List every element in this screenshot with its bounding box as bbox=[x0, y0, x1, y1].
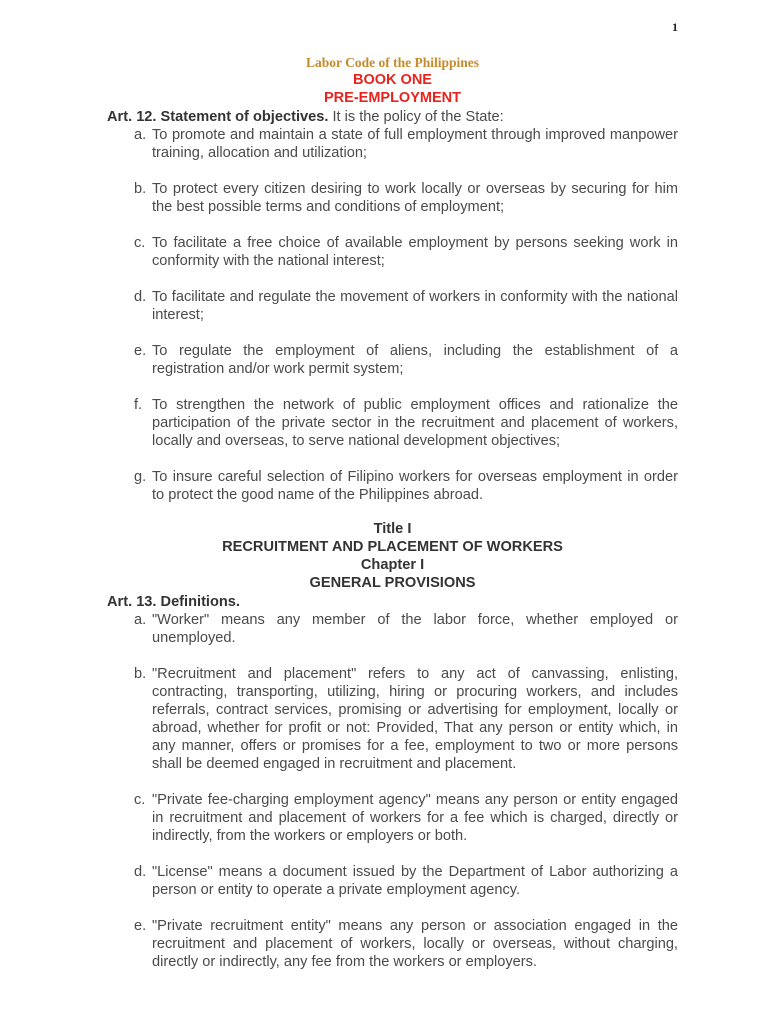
list-item bbox=[107, 468, 678, 504]
list-marker: e. bbox=[134, 918, 147, 934]
list-item bbox=[107, 917, 678, 971]
document-title: Labor Code of the Philippines bbox=[305, 55, 480, 70]
document-body bbox=[107, 54, 678, 989]
list-item bbox=[107, 665, 678, 773]
list-item-text: "Recruitment and placement" refers to any act of canvassing, enlisting, contracting, transporting, utilizing, hiring or procuring workers, and includes referrals, contract services, promising or advertising for employment, locally or abroad, whether for profit or not: Provided, That any person or entity which, in any manner, offers or promises for a fee, employment to two or more persons shall be deemed engaged in recruitment and placement. bbox=[152, 666, 678, 772]
list-item bbox=[107, 791, 678, 845]
list-item bbox=[107, 234, 678, 270]
list-marker: d. bbox=[134, 289, 147, 305]
list-marker: d. bbox=[134, 864, 147, 880]
list-item-text: "License" means a document issued by the Department of Labor authorizing a person or entity to operate a private employment agency. bbox=[152, 864, 678, 898]
article-13-heading: Art. 13. Definitions. bbox=[107, 594, 240, 610]
list-item bbox=[107, 342, 678, 378]
article-12-heading-line bbox=[107, 108, 678, 126]
list-item bbox=[107, 863, 678, 899]
list-marker: f. bbox=[134, 397, 143, 413]
list-marker: b. bbox=[134, 666, 147, 682]
list-item-text: To promote and maintain a state of full employment through improved manpower training, allocation and utilization; bbox=[152, 127, 678, 161]
article-13-heading-line bbox=[107, 593, 678, 611]
list-item-text: "Worker" means any member of the labor force, whether employed or unemployed. bbox=[152, 612, 678, 646]
chapter-name: GENERAL PROVISIONS bbox=[309, 575, 476, 591]
book-heading: BOOK ONE bbox=[353, 72, 432, 88]
list-marker: a. bbox=[134, 127, 147, 143]
list-item bbox=[107, 396, 678, 450]
article-12-intro: It is the policy of the State: bbox=[328, 109, 504, 125]
list-item bbox=[107, 126, 678, 162]
part-heading: PRE-EMPLOYMENT bbox=[324, 90, 461, 106]
list-item-text: "Private fee-charging employment agency" means any person or entity engaged in recruitment and placement of workers for a fee which is charged, directly or indirectly, from the workers or employers or both. bbox=[152, 792, 678, 844]
title-name: RECRUITMENT AND PLACEMENT OF WORKERS bbox=[222, 539, 563, 555]
list-marker: e. bbox=[134, 343, 147, 359]
list-marker: g. bbox=[134, 469, 147, 485]
title-number: Title I bbox=[373, 521, 412, 537]
page-number: 1 bbox=[672, 20, 678, 34]
article-12-list bbox=[107, 126, 678, 504]
list-marker: c. bbox=[134, 792, 146, 808]
title-section bbox=[107, 520, 678, 592]
article-13-list bbox=[107, 611, 678, 971]
article-12-heading: Art. 12. Statement of objectives. bbox=[107, 109, 329, 125]
list-item bbox=[107, 611, 678, 647]
list-item-text: To protect every citizen desiring to work locally or overseas by securing for him the best possible terms and conditions of employment; bbox=[152, 181, 678, 215]
list-item-text: "Private recruitment entity" means any person or association engaged in the recruitment and placement of workers, locally or overseas, without charging, directly or indirectly, any fee from the workers or employers. bbox=[152, 918, 678, 970]
list-item-text: To strengthen the network of public employment offices and rationalize the participation of the private sector in the recruitment and placement of workers, locally and overseas, to serve national development objectives; bbox=[152, 397, 678, 449]
chapter-number: Chapter I bbox=[360, 557, 425, 573]
list-marker: a. bbox=[134, 612, 147, 628]
list-marker: b. bbox=[134, 181, 147, 197]
list-item bbox=[107, 288, 678, 324]
list-item-text: To insure careful selection of Filipino workers for overseas employment in order to protect the good name of the Philippines abroad. bbox=[152, 469, 678, 503]
list-item-text: To facilitate and regulate the movement of workers in conformity with the national interest; bbox=[152, 289, 678, 323]
list-item-text: To facilitate a free choice of available employment by persons seeking work in conformity with the national interest; bbox=[152, 235, 678, 269]
list-marker: c. bbox=[134, 235, 146, 251]
list-item bbox=[107, 180, 678, 216]
list-item-text: To regulate the employment of aliens, including the establishment of a registration and/or work permit system; bbox=[152, 343, 678, 377]
